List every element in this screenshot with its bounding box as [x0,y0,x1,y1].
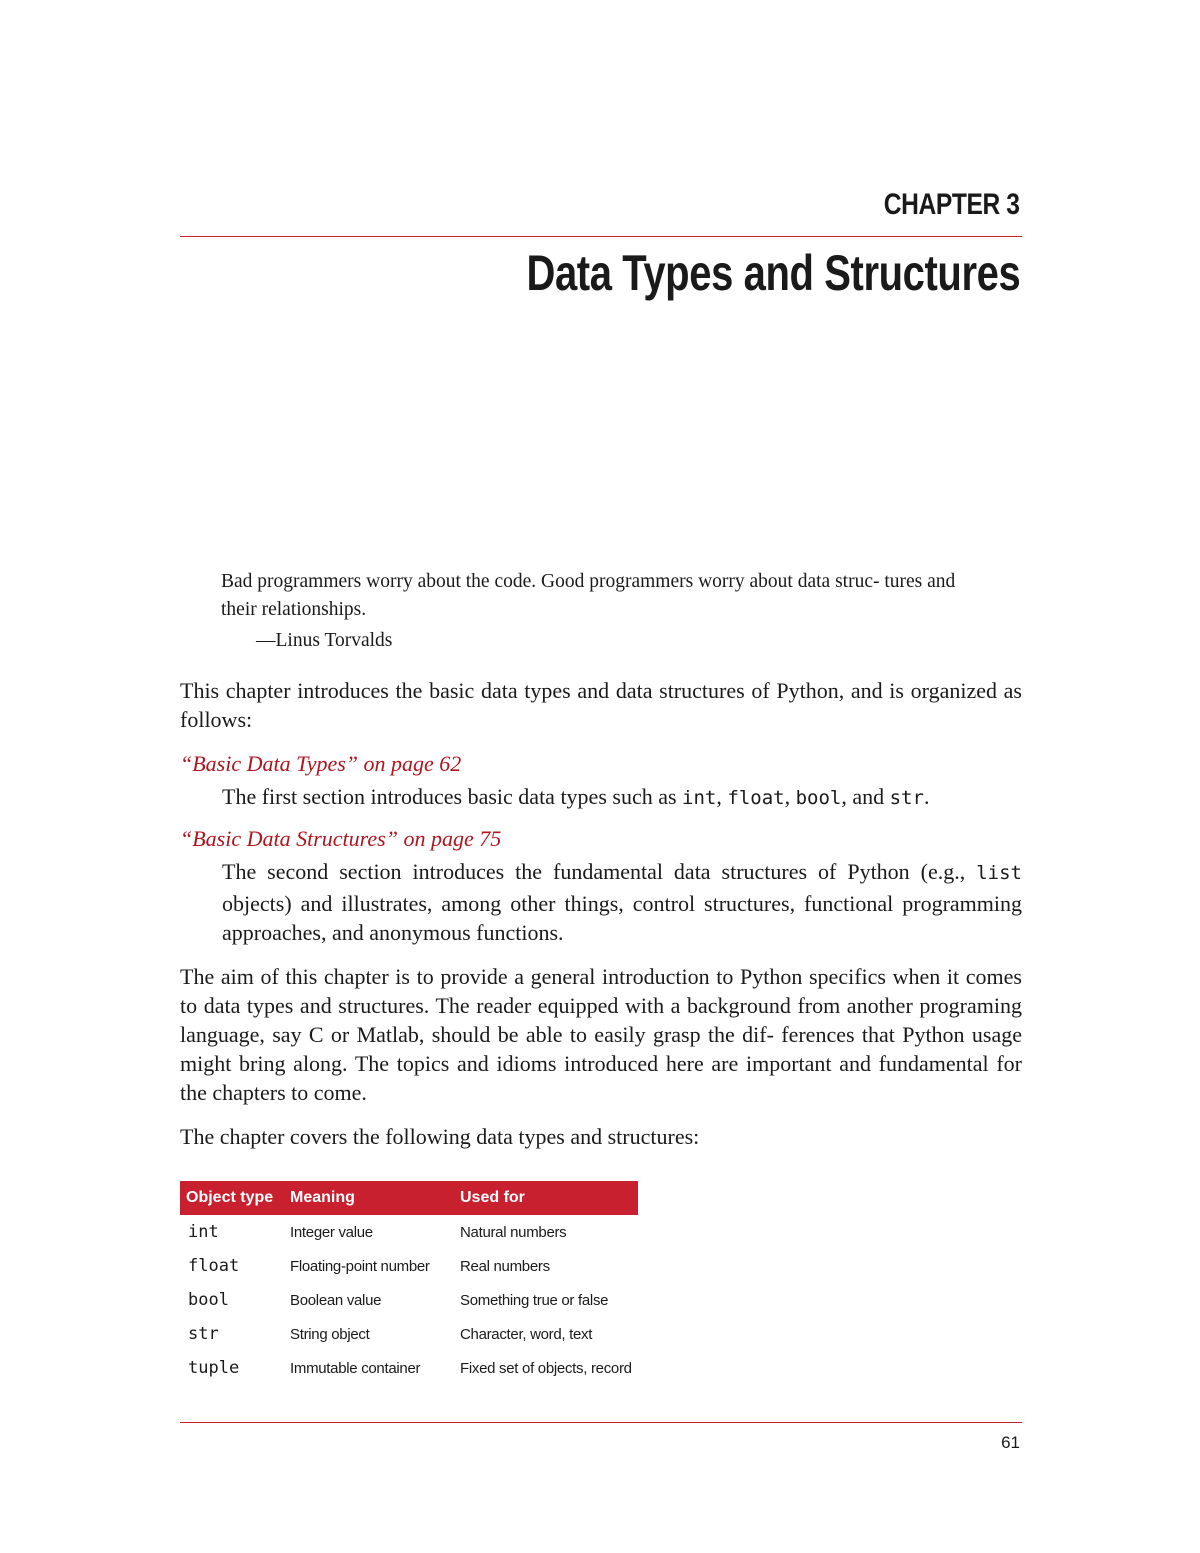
intro-paragraph: This chapter introduces the basic data types and data structures of Python, and is organized as follows: [180,678,1022,732]
code-int: int [682,787,717,809]
cell-use: Character, word, text [460,1325,593,1343]
table-row [180,1351,638,1385]
cell-meaning: Floating-point number [290,1257,430,1275]
cell-meaning: Integer value [290,1223,373,1241]
epigraph-attribution: —Linus Torvalds [256,630,393,651]
header-meaning: Meaning [284,1181,454,1215]
code-list: list [976,862,1022,884]
cell-meaning: String object [290,1325,370,1343]
section-2-description: The second section introduces the fundamental data structures of Python (e.g., list objects) and illustrates, among other things, control structures, functional programming approaches, and anonymous functions. [222,859,1022,945]
section-1-description: The first section introduces basic data types such as int, float, bool, and str. [222,784,930,809]
cell-type: int [188,1222,219,1242]
epigraph-quote: Bad programmers worry about the code. Good programmers worry about data struc- tures and their relationships. [221,571,956,620]
cell-type: float [188,1256,240,1276]
cell-use: Fixed set of objects, record [460,1359,632,1377]
code-str: str [889,787,924,809]
cell-meaning: Immutable container [290,1359,421,1377]
chapter-title: Data Types and Structures [526,245,1020,301]
code-float: float [727,787,785,809]
link-basic-data-types[interactable]: “Basic Data Types” on page 62 [180,751,462,776]
table-row [180,1249,638,1283]
header-used-for: Used for [454,1181,638,1215]
cell-use: Real numbers [460,1257,550,1275]
chapter-label: CHAPTER 3 [884,188,1020,221]
aim-paragraph: The aim of this chapter is to provide a general introduction to Python specifics when it comes to data types and structures. The reader equipped with a background from another programing language, say C or Matlab, should be able to easily grasp the dif- ferences that Python usage might bring along. The topics and idioms introduced here are important and fundamental for the chapters to come. [180,964,1022,1105]
data-types-table [180,1181,638,1385]
cell-meaning: Boolean value [290,1291,382,1309]
table-row [180,1283,638,1317]
page-number: 61 [1001,1433,1020,1452]
link-basic-data-structures[interactable]: “Basic Data Structures” on page 75 [180,826,502,851]
table-row [180,1317,638,1351]
cell-use: Natural numbers [460,1223,567,1241]
table-row [180,1215,638,1249]
header-rule [180,236,1022,237]
table-header-row [180,1181,638,1215]
cell-use: Something true or false [460,1291,609,1309]
cell-type: tuple [188,1358,240,1378]
cell-type: str [188,1324,219,1344]
code-bool: bool [795,787,842,809]
footer-rule [180,1422,1022,1423]
cell-type: bool [188,1290,229,1310]
header-object-type: Object type [180,1181,284,1215]
covers-paragraph: The chapter covers the following data types and structures: [180,1124,700,1149]
